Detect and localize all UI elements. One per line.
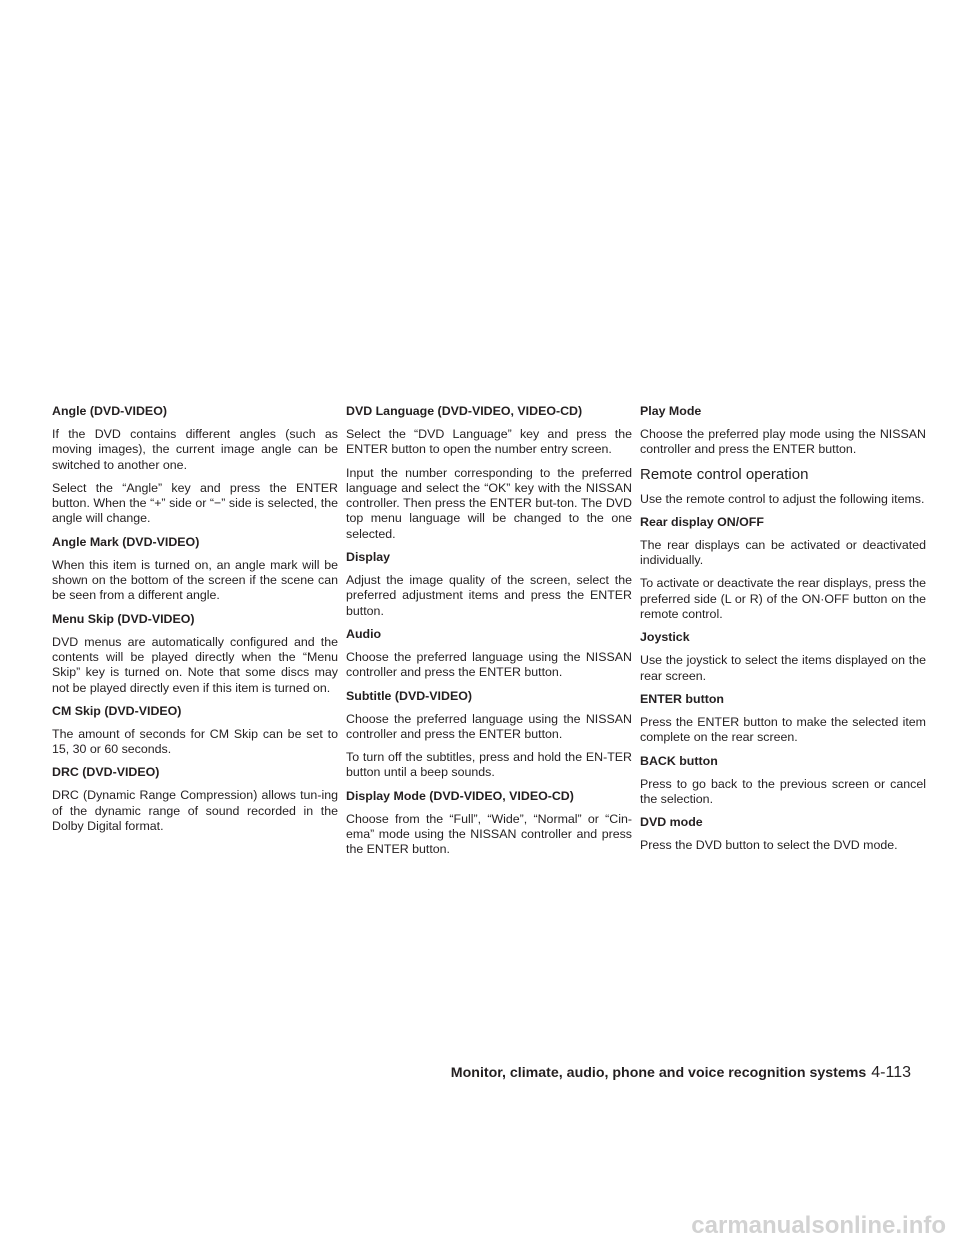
footer-section-title: Monitor, climate, audio, phone and voice recognition systems [450,1065,867,1081]
subheading: Joystick [640,630,690,645]
paragraph: Select the “Angle” key and press the ENTER button. When the “+” side or “−” side is selected, the angle will change. [52,480,338,526]
subheading: CM Skip (DVD-VIDEO) [52,703,182,718]
subheading: BACK button [640,753,718,768]
paragraph: To turn off the subtitles, press and hold the EN-TER button until a beep sounds. [346,750,632,780]
subheading: Menu Skip (DVD-VIDEO) [52,611,195,626]
paragraph: Adjust the image quality of the screen, select the preferred adjustment items and press the ENTER button. [346,573,632,618]
paragraph: The rear displays can be activated or deactivated individually. [640,537,926,568]
paragraph: To activate or deactivate the rear displays, press the preferred side (L or R) of the ON·OFF button on the remote control. [640,576,926,622]
text-column-2 [346,404,632,866]
subheading: Subtitle (DVD-VIDEO) [346,688,472,703]
paragraph: Select the “DVD Language” key and press the ENTER button to open the number entry screen. [346,427,632,457]
subheading: DVD mode [640,815,703,830]
page-footer [451,1064,911,1082]
section-heading: Remote control operation [640,465,809,483]
subheading: Rear display ON/OFF [640,514,764,529]
paragraph: Use the joystick to select the items displayed on the rear screen. [640,653,926,683]
paragraph: Use the remote control to adjust the following items. [640,491,925,506]
paragraph: Press to go back to the previous screen or cancel the selection. [640,776,926,806]
paragraph: Choose from the “Full”, “Wide”, “Normal” or “Cin-ema” mode using the NISSAN controller and press the ENTER button. [346,811,632,857]
paragraph: Press the DVD button to select the DVD mode. [640,838,898,853]
subheading: DRC (DVD-VIDEO) [52,765,160,780]
paragraph: Input the number corresponding to the preferred language and select the “OK” key with the NISSAN controller. Then press the ENTER but-ton. The DVD top menu language will be changed to the one selected. [346,465,632,541]
text-column-3 [640,404,926,861]
paragraph: DRC (Dynamic Range Compression) allows tun-ing of the dynamic range of sound recorded in the Dolby Digital format. [52,788,338,834]
paragraph: When this item is turned on, an angle mark will be shown on the bottom of the screen if the scene can be seen from a different angle. [52,557,338,603]
paragraph: Choose the preferred language using the NISSAN controller and press the ENTER button. [346,649,632,680]
subheading: Angle Mark (DVD-VIDEO) [52,534,200,549]
text-column-1 [52,404,338,842]
subheading: Display Mode (DVD-VIDEO, VIDEO-CD) [346,788,574,803]
subheading: Angle (DVD-VIDEO) [52,404,167,418]
paragraph: Press the ENTER button to make the selected item complete on the rear screen. [640,714,926,745]
watermark-bar [0,1208,960,1242]
paragraph: DVD menus are automatically configured and the contents will be played directly when the “Menu Skip” key is turned on. Note that some discs may not be played directly even if this item is turned on. [52,634,338,695]
paragraph: Choose the preferred play mode using the NISSAN controller and press the ENTER button. [640,427,926,457]
paragraph: Choose the preferred language using the NISSAN controller and press the ENTER button. [346,711,632,741]
subheading: Display [346,550,391,565]
subheading: ENTER button [640,691,724,706]
subheading: Play Mode [640,404,702,418]
subheading: Audio [346,626,382,641]
page-number: 4-113 [871,1064,911,1081]
subheading: DVD Language (DVD-VIDEO, VIDEO-CD) [346,404,583,418]
paragraph: The amount of seconds for CM Skip can be set to 15, 30 or 60 seconds. [52,726,338,757]
watermark-text: carmanualsonline.info [691,1212,946,1239]
paragraph: If the DVD contains different angles (such as moving images), the current image angle can be switched to another one. [52,427,338,472]
